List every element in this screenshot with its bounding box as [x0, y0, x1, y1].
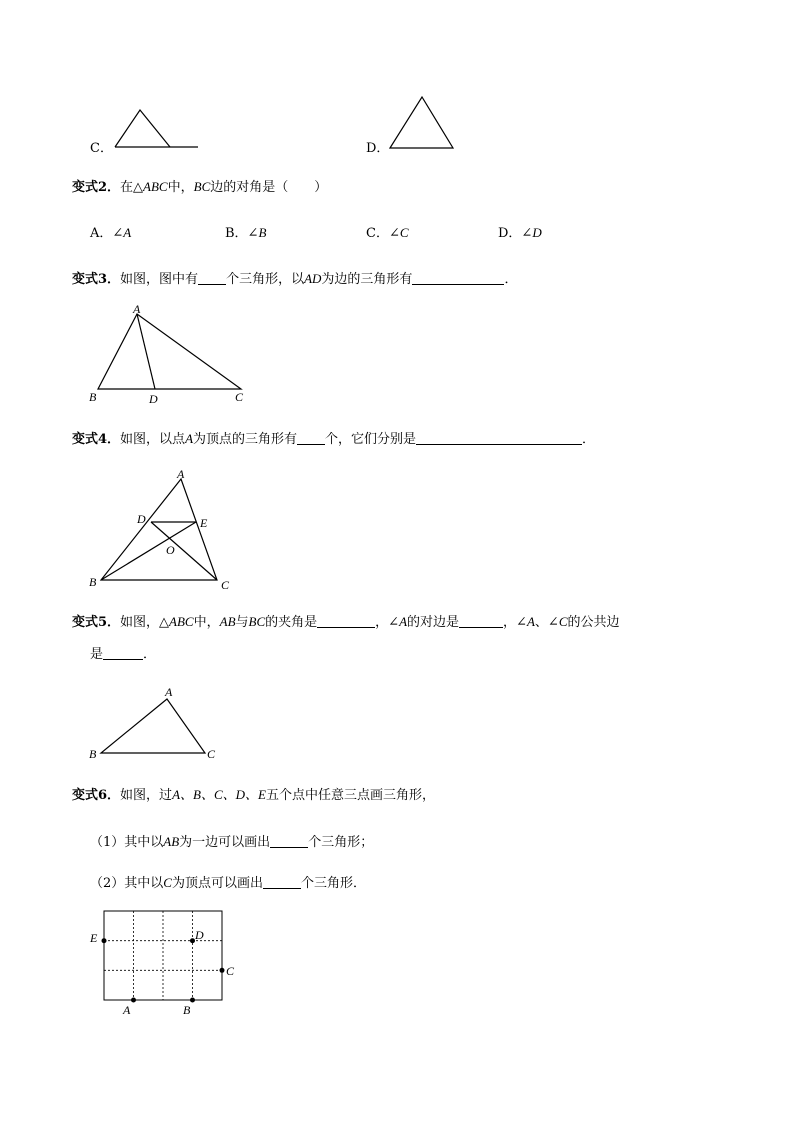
q4-label-e: E — [200, 516, 208, 530]
q5-blank-1[interactable] — [317, 615, 375, 628]
q4-label-c: C — [221, 578, 230, 592]
q6-point-e — [102, 938, 107, 943]
q2-option-b: B．∠B — [225, 225, 267, 241]
q3-blank-2[interactable] — [412, 272, 504, 285]
q6-sub2: （2）其中以C为顶点可以画出 个三角形． — [90, 875, 366, 891]
q6-label-a: A — [123, 1003, 131, 1017]
option-d-label: D． — [366, 141, 390, 156]
q3-blank-1[interactable] — [198, 272, 226, 285]
q5-label-b: B — [89, 747, 97, 761]
option-d-figure — [386, 93, 458, 153]
q2-option-d: D．∠D — [498, 225, 542, 241]
q6-point-b — [190, 998, 195, 1003]
q3-label-d: D — [149, 392, 158, 406]
option-c-figure — [112, 105, 202, 153]
q2-abc: ABC — [143, 179, 168, 194]
q2-bc: BC — [193, 179, 211, 194]
q6-label-e: E — [90, 931, 98, 945]
q2-option-a: A．∠A — [90, 225, 132, 241]
q2-stem — [72, 180, 327, 194]
q5-label-a: A — [165, 685, 173, 699]
q4-blank-2[interactable] — [416, 432, 582, 445]
q3-triangle-abc — [98, 314, 241, 389]
q6-title: 变式6． — [72, 788, 121, 803]
q6-label-d: D — [195, 928, 204, 942]
q6-point-c — [220, 968, 225, 973]
q6-blank-2[interactable] — [263, 876, 301, 889]
q4-label-a: A — [177, 467, 185, 481]
q6-grid-figure — [85, 905, 245, 1020]
q2-text-pre: 在△ — [120, 180, 144, 195]
q5-triangle-abc — [101, 699, 205, 753]
q5-stem-line2: 是 ． — [90, 647, 157, 662]
q4-blank-1[interactable] — [297, 432, 325, 445]
option-c-label: C． — [90, 141, 113, 156]
q6-blank-1[interactable] — [270, 835, 308, 848]
q4-label-d: D — [137, 512, 146, 526]
q6-grid-lines — [104, 911, 222, 1000]
q3-label-b: B — [89, 390, 97, 404]
q5-blank-3[interactable] — [103, 647, 143, 660]
q3-stem: 变式3．如图，图中有 个三角形，以AD为边的三角形有 ． — [72, 271, 518, 287]
q2-option-c: C．∠C — [366, 225, 409, 241]
q6-stem: 变式6．如图，过A、B、C、D、E五个点中任意三点画三角形， — [72, 787, 435, 803]
q3-title: 变式3． — [72, 272, 121, 287]
q4-label-o: O — [166, 543, 175, 557]
q6-label-c: C — [226, 964, 235, 978]
q3-figure — [85, 303, 255, 408]
q6-label-b: B — [183, 1003, 191, 1017]
q4-stem: 变式4．如图，以点A为顶点的三角形有 个，它们分别是 ． — [72, 431, 596, 447]
q5-figure — [85, 685, 225, 765]
q5-label-c: C — [207, 747, 216, 761]
q5-stem-line1: 变式5．如图，△ABC中，AB与BC的夹角是 ，∠A的对边是 ，∠A、∠C的公共边 — [72, 614, 620, 630]
q4-segment-be — [101, 522, 196, 580]
q4-label-b: B — [89, 575, 97, 589]
q2-text-post: 边的对角是（ ） — [210, 180, 328, 195]
q4-title: 变式4． — [72, 432, 121, 447]
q3-label-c: C — [235, 390, 244, 404]
q4-figure — [85, 465, 235, 593]
q6-point-a — [131, 998, 136, 1003]
option-c-triangle — [115, 110, 170, 147]
q2-text-mid: 中， — [167, 180, 194, 195]
q2-title: 变式2． — [72, 180, 121, 195]
q5-title: 变式5． — [72, 615, 121, 630]
q3-label-a: A — [133, 303, 141, 316]
option-d-triangle — [390, 97, 453, 148]
q5-blank-2[interactable] — [459, 615, 503, 628]
q6-sub1: （1）其中以AB为一边可以画出 个三角形； — [90, 834, 374, 850]
